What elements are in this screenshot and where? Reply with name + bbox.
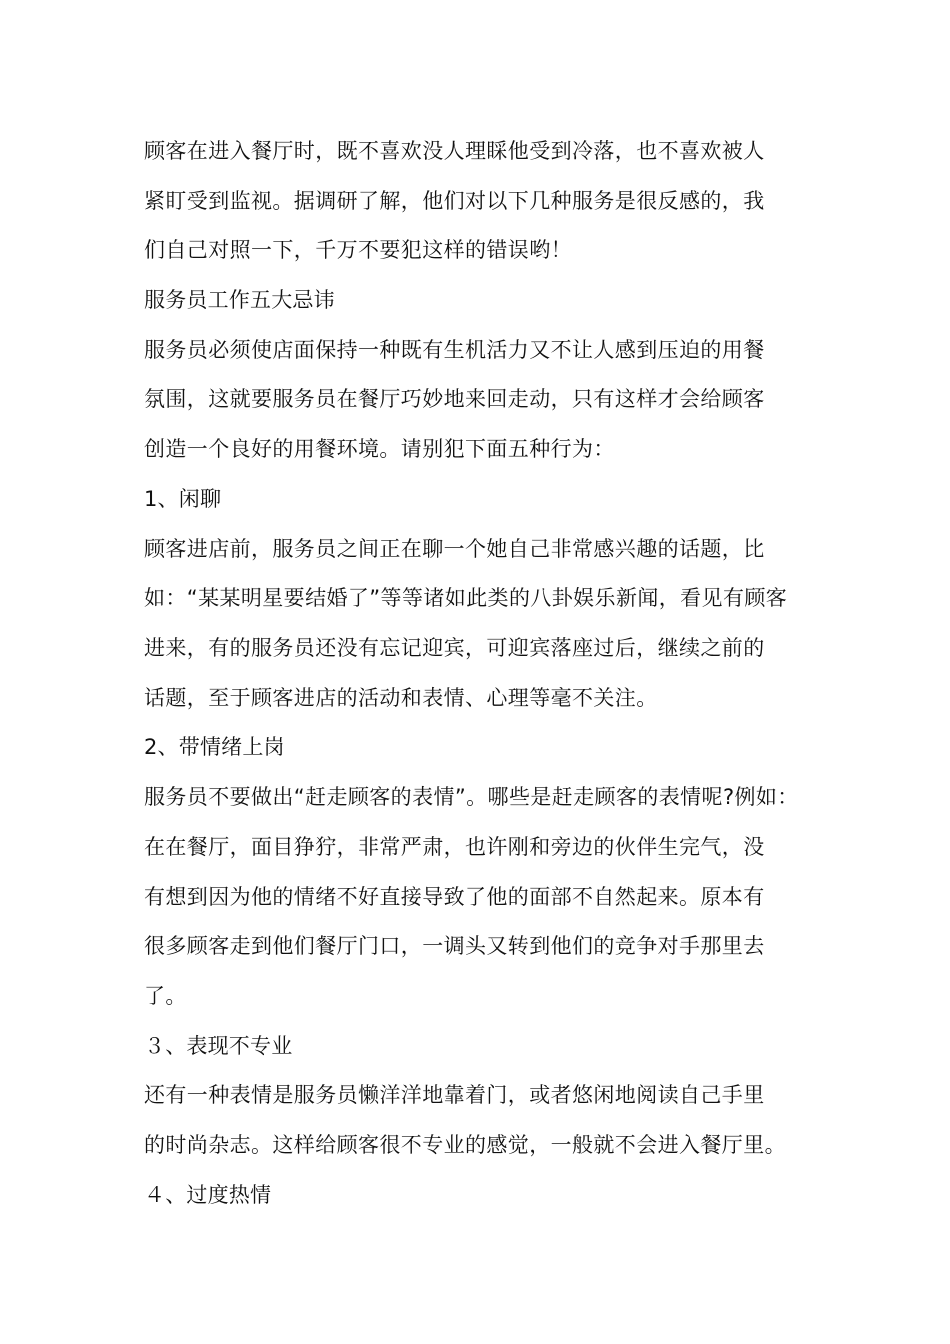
item-3-text-line-2: 的时尚杂志。这样给顾客很不专业的感觉，一般就不会进入餐厅里。: [144, 1133, 786, 1157]
item-heading-1: 1、闲聊: [144, 487, 222, 511]
item-2-text-line-2: 在在餐厅，面目狰狞，非常严肃，也许刚和旁边的伙伴生完气，没: [144, 835, 765, 859]
paragraph-overview-line-2: 氛围，这就要服务员在餐厅巧妙地来回走动，只有这样才会给顾客: [144, 387, 765, 411]
paragraph-intro-line-3: 们自己对照一下，千万不要犯这样的错误哟！: [144, 238, 572, 262]
item-2-text-line-3: 有想到因为他的情绪不好直接导致了他的面部不自然起来。原本有: [144, 885, 765, 909]
item-3-text-line-1: 还有一种表情是服务员懒洋洋地靠着门，或者悠闲地阅读自己手里: [144, 1083, 765, 1107]
item-1-text-line-1: 顾客进店前，服务员之间正在聊一个她自己非常感兴趣的话题，比: [144, 537, 765, 561]
item-1-text-line-3: 进来，有的服务员还没有忘记迎宾，可迎宾落座过后，继续之前的: [144, 636, 765, 660]
item-1-text-line-4: 话题，至于顾客进店的活动和表情、心理等毫不关注。: [144, 686, 658, 710]
item-heading-4: ４、过度热情: [144, 1183, 272, 1207]
paragraph-overview-line-3: 创造一个良好的用餐环境。请别犯下面五种行为：: [144, 437, 615, 461]
item-heading-2: 2、带情绪上岗: [144, 735, 285, 759]
item-heading-3: ３、表现不专业: [144, 1034, 293, 1058]
section-title: 服务员工作五大忌讳: [144, 288, 335, 312]
item-1-text-line-2: 如：“某某明星要结婚了”等等诸如此类的八卦娱乐新闻，看见有顾客: [144, 586, 788, 610]
item-2-text-line-5: 了。: [144, 984, 187, 1008]
paragraph-intro-line-2: 紧盯受到监视。据调研了解，他们对以下几种服务是很反感的，我: [144, 189, 765, 213]
item-2-text-line-4: 很多顾客走到他们餐厅门口，一调头又转到他们的竞争对手那里去: [144, 934, 765, 958]
paragraph-overview-line-1: 服务员必须使店面保持一种既有生机活力又不让人感到压迫的用餐: [144, 338, 765, 362]
item-2-text-line-1: 服务员不要做出“赶走顾客的表情”。哪些是赶走顾客的表情呢?例如：: [144, 785, 799, 809]
paragraph-intro-line-1: 顾客在进入餐厅时，既不喜欢没人理睬他受到冷落，也不喜欢被人: [144, 139, 765, 163]
